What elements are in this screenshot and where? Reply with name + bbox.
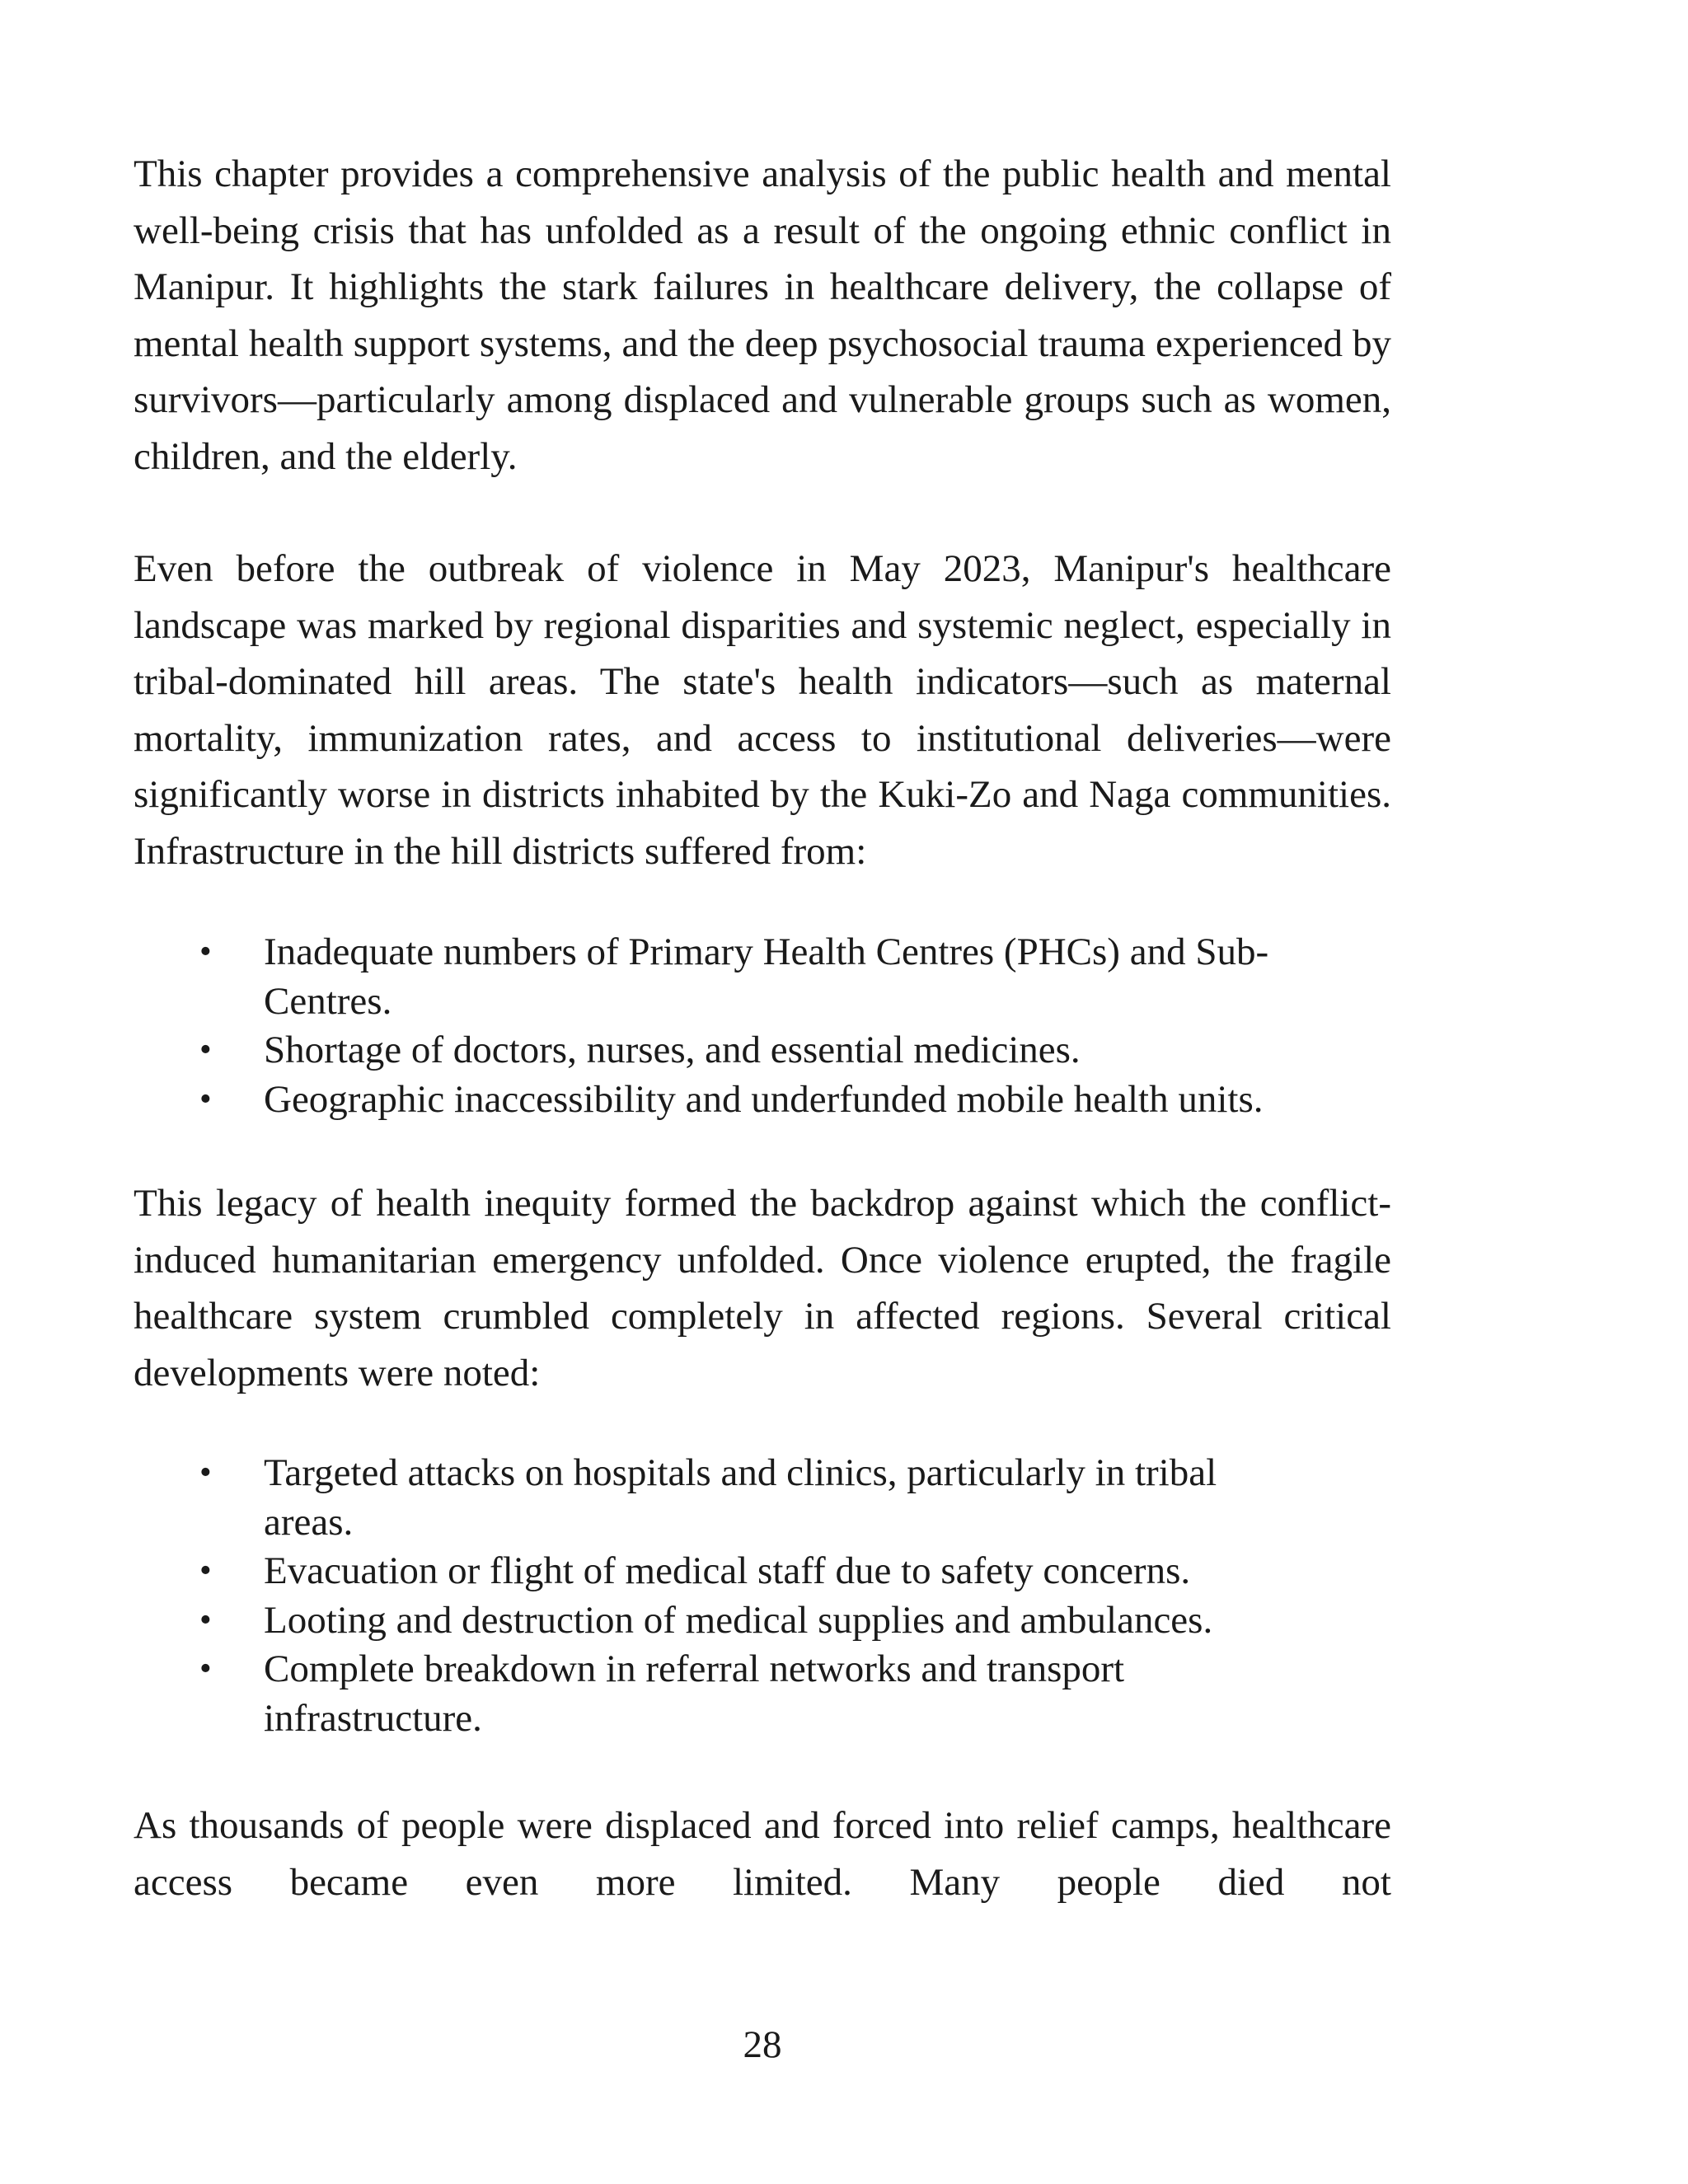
page-number: 28 xyxy=(743,2023,782,2066)
list-item-text: Looting and destruction of medical supplies and ambulances. xyxy=(264,1598,1213,1642)
list-item xyxy=(134,1645,1304,1743)
bullet-icon: • xyxy=(199,1031,212,1069)
list-item-text: Targeted attacks on hospitals and clinics, particularly in tribal areas. xyxy=(264,1451,1217,1544)
bullet-icon: • xyxy=(199,1080,212,1118)
bullet-icon: • xyxy=(199,933,212,971)
list-item-text: Geographic inaccessibility and underfunded mobile health units. xyxy=(264,1077,1264,1121)
bullet-icon: • xyxy=(199,1650,212,1688)
bullet-list-infrastructure-problems xyxy=(134,928,1370,1124)
list-item xyxy=(134,1547,1304,1596)
list-item-text: Shortage of doctors, nurses, and essential medicines. xyxy=(264,1029,1081,1071)
bullet-icon: • xyxy=(199,1552,212,1590)
list-item xyxy=(134,1026,1370,1076)
list-item xyxy=(134,1076,1370,1125)
paragraph-pre-conflict-healthcare: Even before the outbreak of violence in May 2023, Manipur's healthcare landscape was marked by regional disparities and systemic neglect, especially in tribal-dominated hill areas. The state's health indicators—such as maternal mortality, immunization rates, and access to institutional deliveries—were significantly worse in districts inhabited by the Kuki-Zo and Naga communities. Infrastructure in the hill districts suffered from: xyxy=(134,547,1391,873)
list-item-text: Inadequate numbers of Primary Health Centres (PHCs) and Sub-Centres. xyxy=(264,930,1269,1023)
paragraph-conflict-impact: This legacy of health inequity formed the backdrop against which the conflict-induced humanitarian emergency unfolded. Once violence erupted, the fragile healthcare system crumbled completely in affected regions. Several critical developments were noted: xyxy=(134,1182,1391,1394)
list-item xyxy=(134,928,1370,1026)
list-item xyxy=(134,1596,1304,1646)
bullet-icon: • xyxy=(199,1601,212,1639)
bullet-icon: • xyxy=(199,1454,212,1492)
list-item xyxy=(134,1449,1304,1547)
bullet-list-critical-developments xyxy=(134,1449,1304,1743)
list-item-text: Complete breakdown in referral networks and transport infrastructure. xyxy=(264,1647,1125,1740)
paragraph-intro: This chapter provides a comprehensive analysis of the public health and mental well-being crisis that has unfolded as a result of the ongoing ethnic conflict in Manipur. It highlights the stark failures in healthcare delivery, the collapse of mental health support systems, and the deep psychosocial trauma experienced by survivors—particularly among displaced and vulnerable groups such as women, children, and the elderly. xyxy=(134,152,1391,478)
list-item-text: Evacuation or flight of medical staff due to safety concerns. xyxy=(264,1549,1191,1592)
paragraph-relief-camps: As thousands of people were displaced and forced into relief camps, healthcare access became even more limited. Many people died not xyxy=(134,1804,1391,1904)
